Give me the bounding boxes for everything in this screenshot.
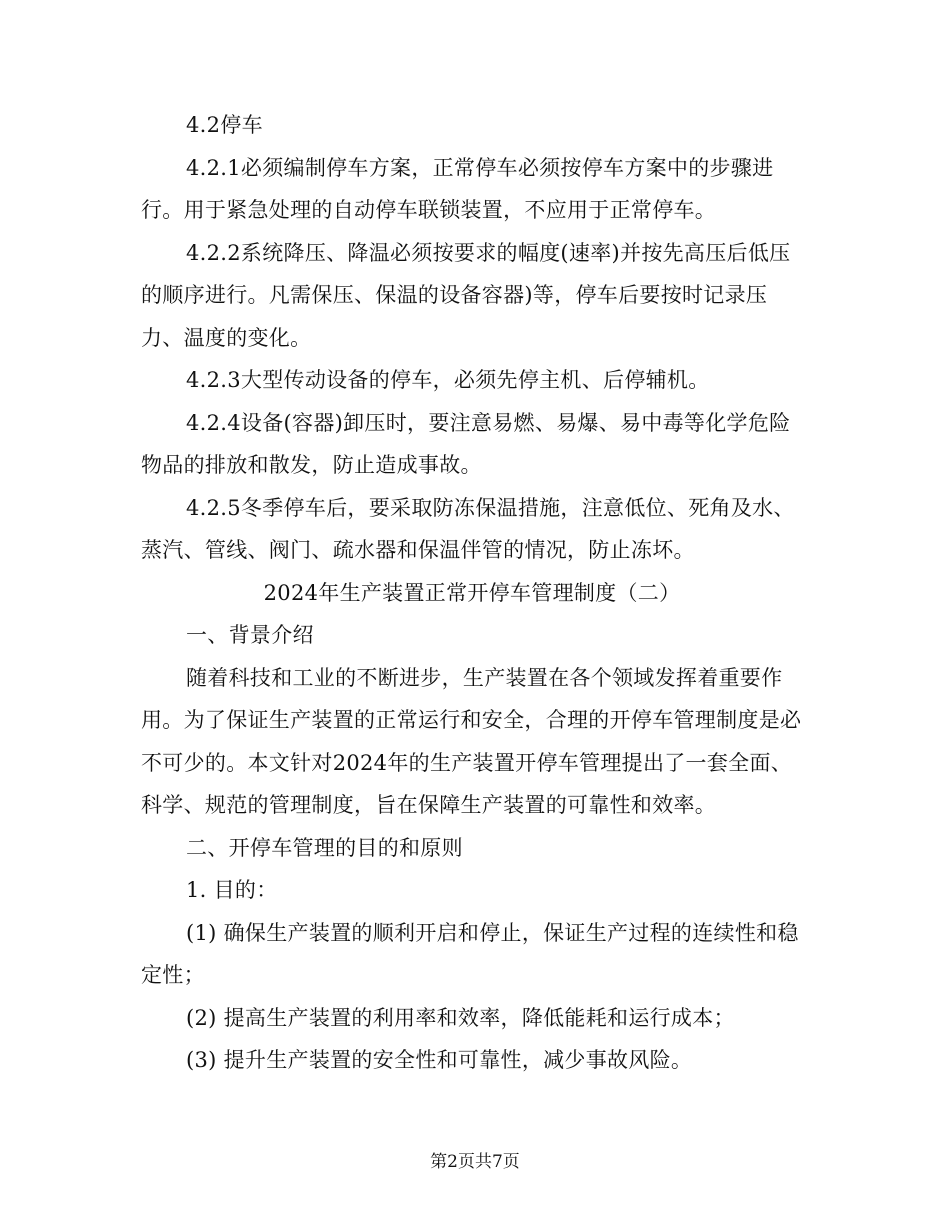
paragraph: (3) 提升生产装置的安全性和可靠性，减少事故风险。 bbox=[186, 1048, 693, 1072]
paragraph: 4.2停车 bbox=[186, 113, 263, 137]
page-number: 第2页共7页 bbox=[430, 1152, 520, 1172]
paragraph: 4.2.5冬季停车后，要采取防冻保温措施，注意低位、死角及水、蒸汽、管线、阀门、疏水器和保温伴管的情况，防止冻坏。 bbox=[141, 495, 795, 562]
section-title: 2024年生产装置正常开停车管理制度（二） bbox=[263, 580, 681, 605]
paragraph: 4.2.4设备(容器)卸压时，要注意易燃、易爆、易中毒等化学危险物品的排放和散发，防止造成事故。 bbox=[141, 410, 791, 477]
paragraph: 4.2.3大型传动设备的停车，必须先停主机、后停辅机。 bbox=[186, 368, 710, 392]
paragraph: 1. 目的： bbox=[186, 878, 278, 902]
paragraph: (1) 确保生产装置的顺利开启和停止，保证生产过程的连续性和稳定性； bbox=[141, 920, 799, 987]
paragraph: 一、背景介绍 bbox=[186, 623, 314, 647]
paragraph: 4.2.1必须编制停车方案，正常停车必须按停车方案中的步骤进行。用于紧急处理的自动停车联锁装置，不应用于正常停车。 bbox=[141, 155, 774, 222]
paragraph: 4.2.2系统降压、降温必须按要求的幅度(速率)并按先高压后低压的顺序进行。凡需保压、保温的设备容器)等，停车后要按时记录压力、温度的变化。 bbox=[141, 240, 791, 350]
paragraph: (2) 提高生产装置的利用率和效率，降低能耗和运行成本； bbox=[186, 1005, 735, 1030]
document-body bbox=[141, 104, 803, 1082]
paragraph: 二、开停车管理的目的和原则 bbox=[186, 835, 463, 860]
paragraph: 随着科技和工业的不断进步，生产装置在各个领域发挥着重要作用。为了保证生产装置的正常运行和安全，合理的开停车管理制度是必不可少的。本文针对2024年的生产装置开停车管理提出了一套全面、科学、规范的管理制度，旨在保障生产装置的可靠性和效率。 bbox=[141, 665, 802, 817]
